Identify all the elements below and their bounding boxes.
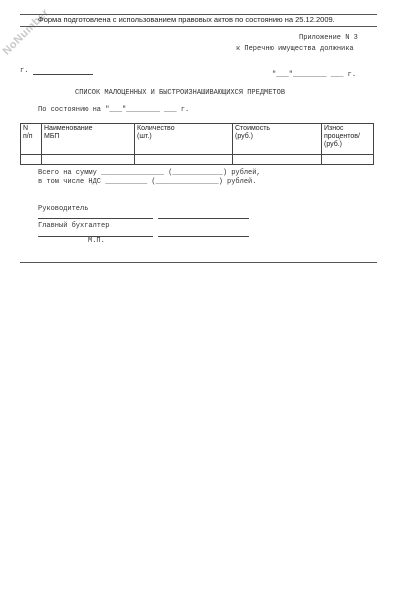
accountant-name-line[interactable] xyxy=(158,236,249,237)
header-number: N п/п xyxy=(21,124,42,155)
header-name: Наименование МБП xyxy=(42,124,135,155)
table-row xyxy=(21,155,374,165)
header-wear: Износ процентов/ (руб.) xyxy=(322,124,374,155)
items-table xyxy=(20,123,374,165)
city-prefix: г. xyxy=(20,67,29,75)
header-quantity: Количество (шт.) xyxy=(135,124,233,155)
head-signature-line[interactable] xyxy=(38,218,153,219)
table-cell[interactable] xyxy=(135,155,233,165)
stamp-place: М.П. xyxy=(88,237,105,245)
chief-accountant-label: Главный бухгалтер xyxy=(38,222,110,230)
table-cell[interactable] xyxy=(21,155,42,165)
form-notice: Форма подготовлена с использованием правовых актов по состоянию на 25.12.2009. xyxy=(38,15,335,24)
appendix-number: Приложение N 3 xyxy=(299,34,358,42)
table-cell[interactable] xyxy=(42,155,135,165)
total-vat: в том числе НДС __________ (_______________) рублей. xyxy=(38,178,257,186)
table-cell[interactable] xyxy=(322,155,374,165)
total-sum: Всего на сумму _______________ (____________) рублей, xyxy=(38,169,261,177)
notice-rule xyxy=(20,26,377,27)
table-header-row xyxy=(21,124,374,155)
bottom-rule xyxy=(20,262,377,263)
watermark: NoNumber xyxy=(0,6,52,58)
appendix-reference: к Перечню имущества должника xyxy=(236,45,354,53)
document-date: "___"________ ___ г. xyxy=(272,71,357,79)
table-cell[interactable] xyxy=(233,155,322,165)
head-name-line[interactable] xyxy=(158,218,249,219)
head-label: Руководитель xyxy=(38,205,89,213)
city-field[interactable] xyxy=(33,74,93,75)
as-of-date: По состоянию на "___"________ ___ г. xyxy=(38,106,190,114)
header-cost: Стоимость (руб.) xyxy=(233,124,322,155)
document-title: СПИСОК МАЛОЦЕННЫХ И БЫСТРОИЗНАШИВАЮЩИХСЯ ПРЕДМЕТОВ xyxy=(75,89,286,97)
